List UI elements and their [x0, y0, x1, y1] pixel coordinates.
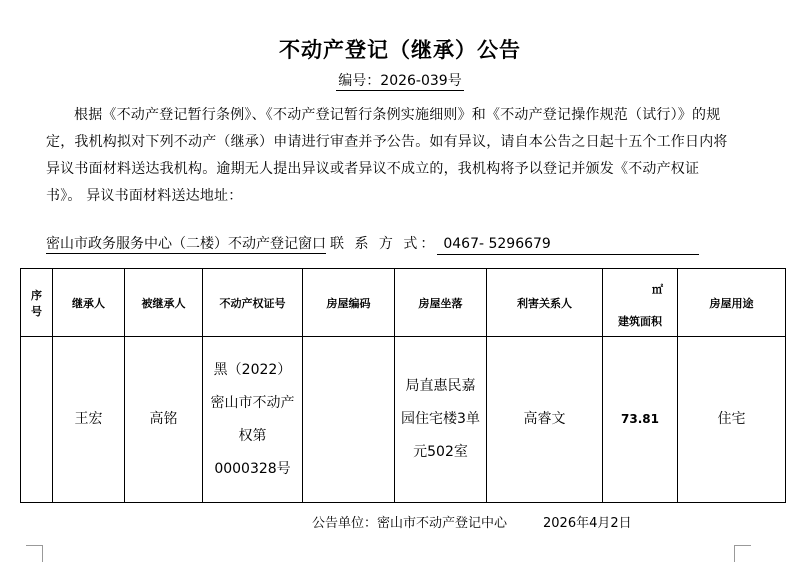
delivery-address: 密山市政务服务中心（二楼）不动产登记窗口 — [46, 236, 326, 252]
header-decedent: 被继承人 — [125, 269, 203, 337]
announcement-body: 根据《不动产登记暂行条例》、《不动产登记暂行条例实施细则》和《不动产登记操作规范（试行）》的规定，我机构拟对下列不动产（继承）申请进行审查并予公告。如有异议，请自本公告之日起十五个工作日内将异议书面材料送达我机构。逾期无人提出异议或者异议不成立的，我机构将予以登记并颁发《不动产权证书》。 异议书面材料送达地址： — [46, 107, 728, 204]
header-usage: 房屋用途 — [678, 269, 786, 337]
cell-seq — [21, 337, 53, 503]
header-location: 房屋坐落 — [395, 269, 487, 337]
header-interested-party: 利害关系人 — [487, 269, 603, 337]
header-heir: 继承人 — [53, 269, 125, 337]
page-corner-mark-left — [26, 545, 43, 562]
header-cert-no: 不动产权证号 — [203, 269, 303, 337]
cell-cert-no: 黑（2022）密山市不动产权第0000328号 — [203, 337, 303, 503]
contact-label: 联 系 方 式： — [330, 236, 438, 252]
cell-heir: 王宏 — [53, 337, 125, 503]
footer — [312, 512, 632, 531]
issue-date: 2026年4月2日 — [543, 516, 632, 531]
header-seq: 序号 — [21, 269, 53, 337]
table-row — [21, 337, 786, 503]
cell-location: 局直惠民嘉园住宅楼3单元502室 — [395, 337, 487, 503]
document-number-text: 编号：2026-039号 — [338, 73, 462, 89]
cell-house-no — [303, 337, 395, 503]
header-house-no: 房屋编码 — [303, 269, 395, 337]
cell-usage: 住宅 — [678, 337, 786, 503]
cell-interested-party: 高睿文 — [487, 337, 603, 503]
table-header-row — [21, 269, 786, 337]
address-line — [46, 233, 736, 255]
area-unit: ㎡ — [652, 283, 663, 296]
announcement-table — [20, 268, 786, 503]
cell-area: 73.81 — [603, 337, 678, 503]
area-label: 建筑面积 — [618, 315, 662, 328]
page-corner-mark-right — [734, 545, 751, 562]
document-number — [0, 70, 800, 90]
page-title: 不动产登记（继承）公告 — [279, 38, 521, 62]
header-area — [603, 269, 678, 337]
contact-phone: 0467- 5296679 — [437, 234, 699, 255]
cell-decedent: 高铭 — [125, 337, 203, 503]
issuing-unit: 公告单位：密山市不动产登记中心 — [312, 516, 508, 531]
